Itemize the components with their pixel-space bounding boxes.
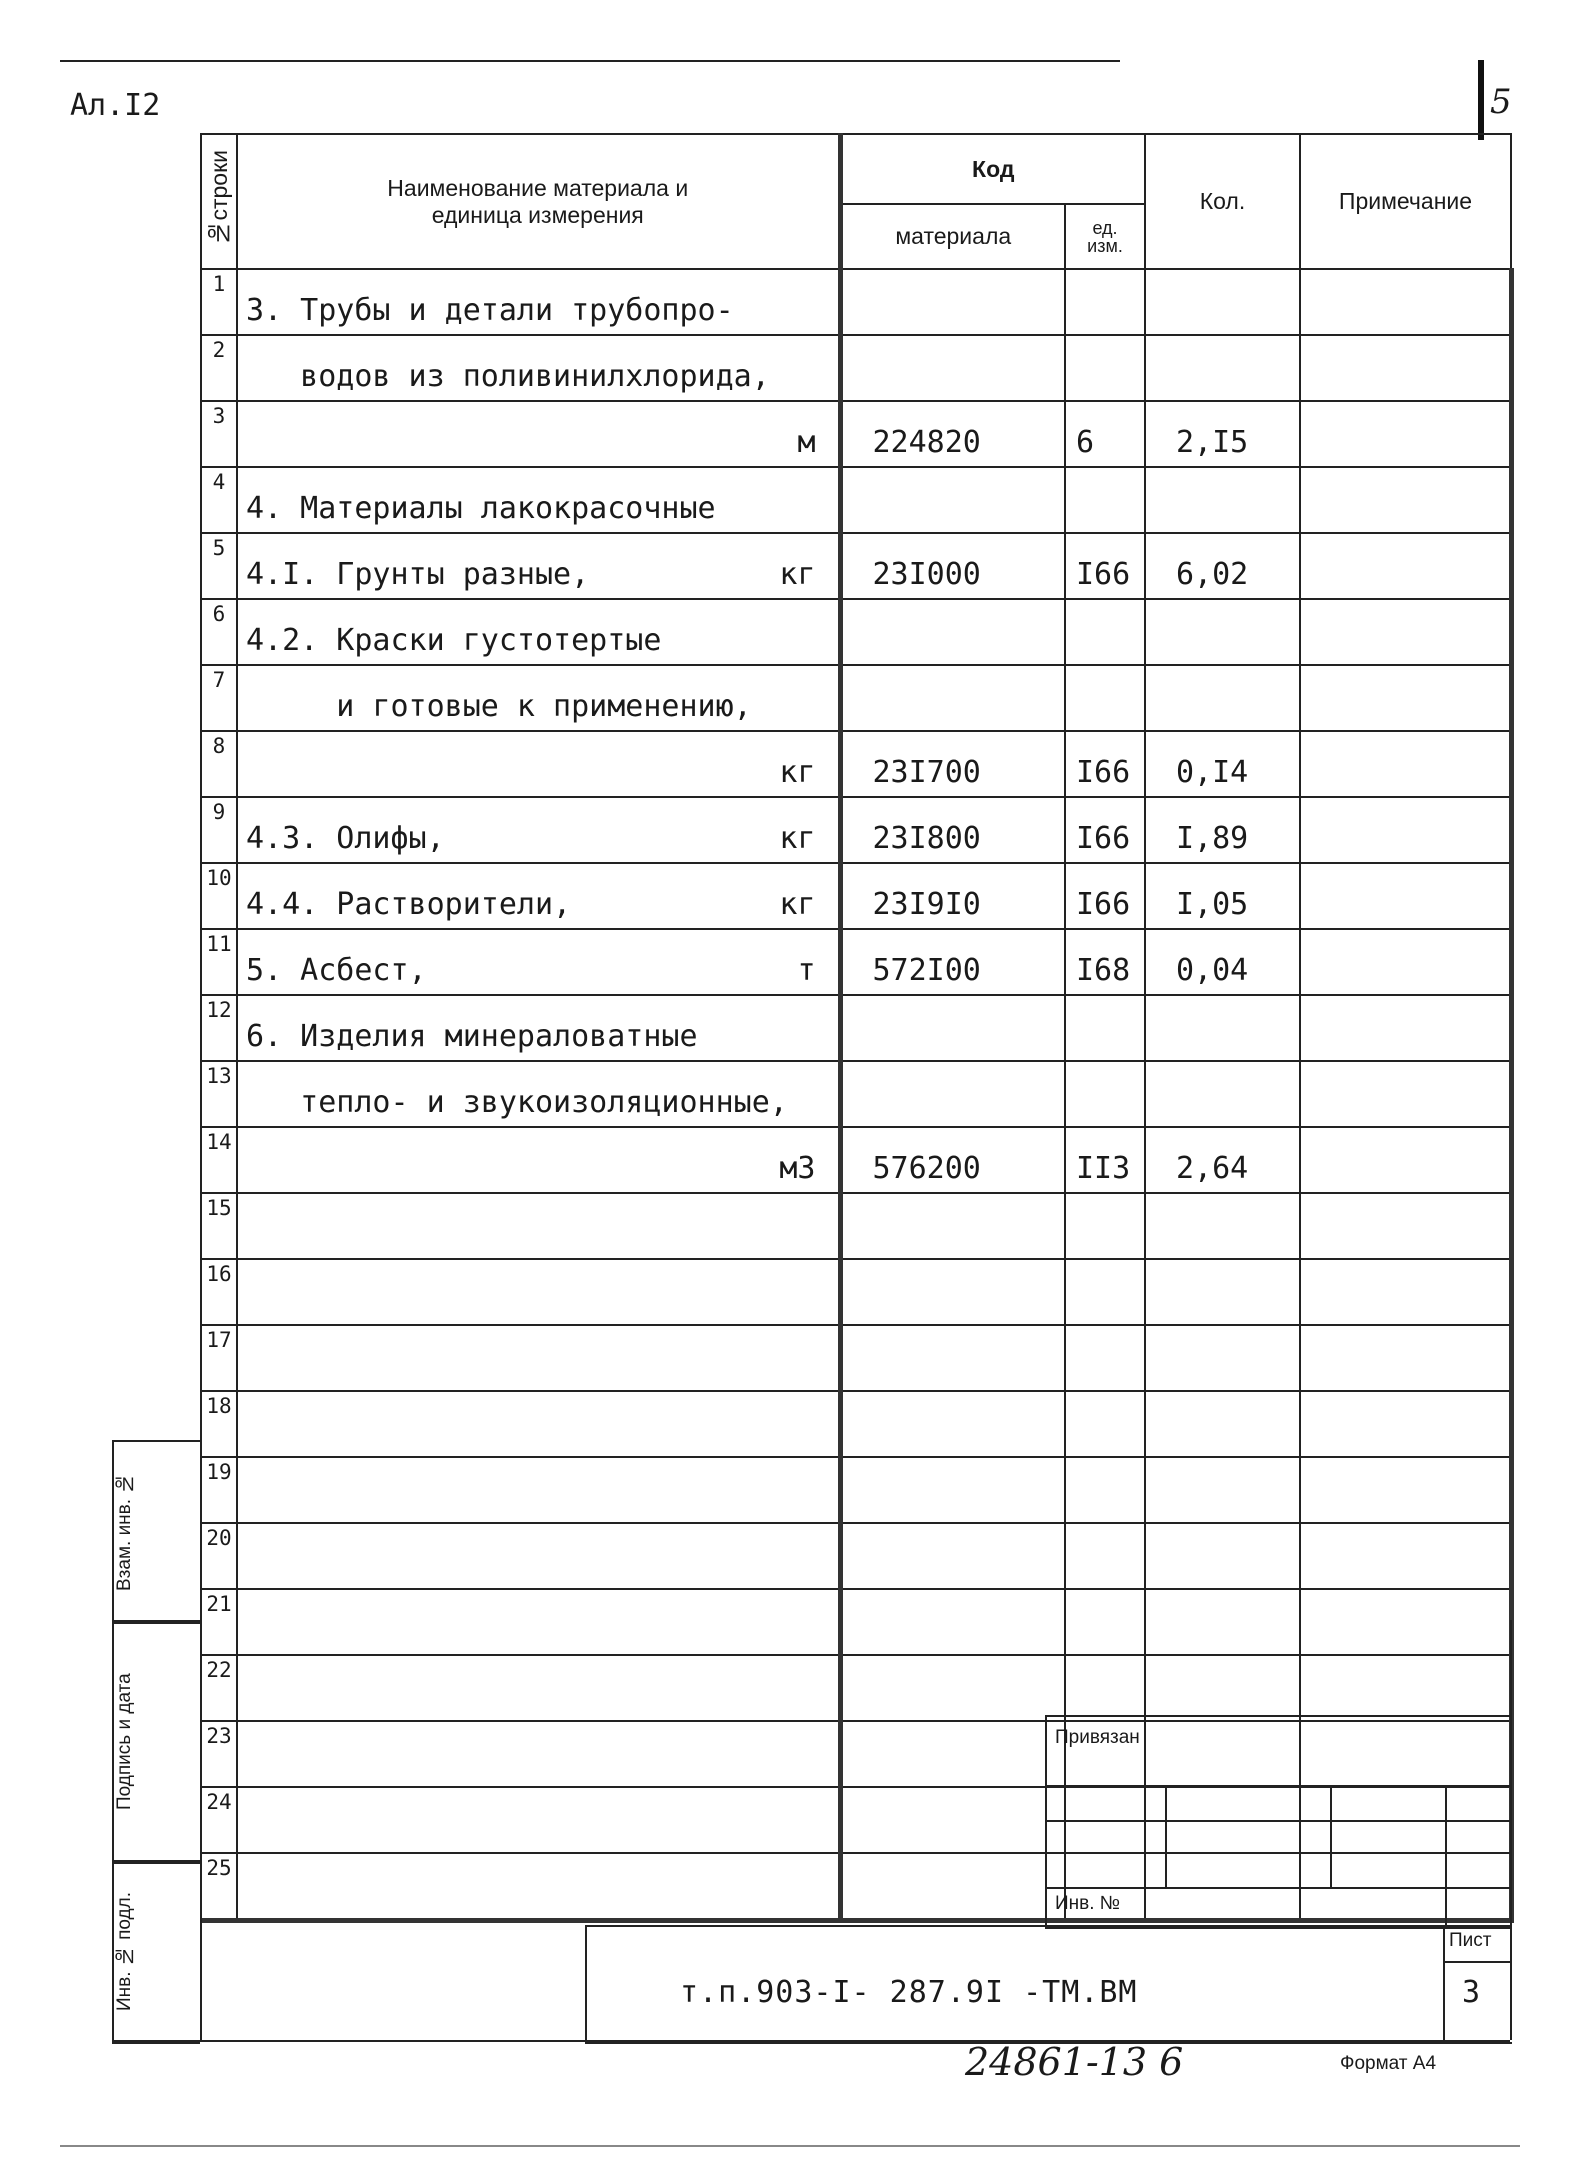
table-row xyxy=(201,797,1511,863)
row-name-text: и готовые к применению, xyxy=(246,689,752,724)
page-bottom-line xyxy=(60,2145,1520,2147)
row-name xyxy=(237,1787,840,1853)
row-number: 5 xyxy=(201,533,237,599)
row-number: 18 xyxy=(201,1391,237,1457)
row-unit-code xyxy=(1065,995,1145,1061)
row-quantity xyxy=(1145,1391,1300,1457)
row-quantity xyxy=(1145,467,1300,533)
row-name xyxy=(237,1589,840,1655)
row-name xyxy=(237,731,840,797)
row-note xyxy=(1300,1523,1511,1589)
materials-table-body xyxy=(201,269,1511,1921)
row-note xyxy=(1300,1325,1511,1391)
row-note xyxy=(1300,1061,1511,1127)
row-number: 17 xyxy=(201,1325,237,1391)
row-number: 4 xyxy=(201,467,237,533)
table-row xyxy=(201,1127,1511,1193)
stamp-podpis xyxy=(112,1620,200,1864)
row-unit-code xyxy=(1065,1325,1145,1391)
label-privyazan: Привязан xyxy=(1055,1727,1140,1748)
row-quantity: 2,64 xyxy=(1145,1127,1300,1193)
row-note xyxy=(1300,1457,1511,1523)
row-name xyxy=(237,929,840,995)
row-material-code xyxy=(840,1325,1065,1391)
row-number: 22 xyxy=(201,1655,237,1721)
label-podpis: Подпись и дата xyxy=(114,1673,135,1811)
table-row xyxy=(201,665,1511,731)
table-row xyxy=(201,1457,1511,1523)
table-row xyxy=(201,731,1511,797)
row-number: 12 xyxy=(201,995,237,1061)
row-quantity xyxy=(1145,1523,1300,1589)
row-quantity: 2,I5 xyxy=(1145,401,1300,467)
table-row xyxy=(201,533,1511,599)
row-number: 15 xyxy=(201,1193,237,1259)
stamp-vzam xyxy=(112,1440,200,1624)
row-material-code xyxy=(840,665,1065,731)
row-name-text: 5. Асбест, xyxy=(246,953,427,988)
table-row xyxy=(201,1523,1511,1589)
row-number: 14 xyxy=(201,1127,237,1193)
row-unit-code xyxy=(1065,1391,1145,1457)
row-name xyxy=(237,1523,840,1589)
row-unit-code xyxy=(1065,269,1145,335)
row-note xyxy=(1300,467,1511,533)
row-material-code xyxy=(840,995,1065,1061)
row-unit-code xyxy=(1065,665,1145,731)
table-row xyxy=(201,1061,1511,1127)
document-code: т.п.903-I- 287.9I -ТМ.ВМ xyxy=(680,1975,1138,2010)
table-row xyxy=(201,269,1511,335)
row-number: 25 xyxy=(201,1853,237,1921)
row-number: 1 xyxy=(201,269,237,335)
row-note xyxy=(1300,731,1511,797)
row-material-code xyxy=(840,467,1065,533)
row-note xyxy=(1300,599,1511,665)
row-number: 20 xyxy=(201,1523,237,1589)
row-name xyxy=(237,1853,840,1921)
row-unit-code: I66 xyxy=(1065,863,1145,929)
table-row xyxy=(201,467,1511,533)
row-note xyxy=(1300,797,1511,863)
table-row xyxy=(201,599,1511,665)
row-quantity xyxy=(1145,599,1300,665)
row-name xyxy=(237,995,840,1061)
table-row xyxy=(201,929,1511,995)
row-material-code: 572I00 xyxy=(840,929,1065,995)
sheet-label: Пист xyxy=(1449,1930,1492,1951)
format-label: Формат А4 xyxy=(1340,2053,1437,2074)
row-material-code xyxy=(840,599,1065,665)
row-unit-text: кг xyxy=(779,887,816,922)
inventory-number: 24861-13 6 xyxy=(965,2040,1184,2084)
page-mark: 5 xyxy=(1490,82,1512,122)
row-material-code xyxy=(840,1523,1065,1589)
row-name xyxy=(237,863,840,929)
label-inv-podl: Инв. № подл. xyxy=(114,1892,135,2012)
row-name xyxy=(237,1193,840,1259)
table-row xyxy=(201,1655,1511,1721)
row-material-code xyxy=(840,1655,1065,1721)
row-note xyxy=(1300,863,1511,929)
row-name xyxy=(237,797,840,863)
label-vzam: Взам. инв. № xyxy=(114,1472,135,1592)
row-number: 3 xyxy=(201,401,237,467)
row-unit-text: кг xyxy=(779,755,816,790)
row-name xyxy=(237,1457,840,1523)
row-note xyxy=(1300,269,1511,335)
row-note xyxy=(1300,1193,1511,1259)
row-name-text: 4.I. Грунты разные, xyxy=(246,557,590,592)
row-quantity xyxy=(1145,1061,1300,1127)
row-name xyxy=(237,533,840,599)
row-unit-code: I66 xyxy=(1065,797,1145,863)
header-material: материала xyxy=(840,204,1065,269)
materials-table xyxy=(200,133,1514,1923)
row-material-code xyxy=(840,269,1065,335)
row-unit-text: м xyxy=(797,425,816,460)
row-name xyxy=(237,665,840,731)
row-note xyxy=(1300,995,1511,1061)
row-material-code xyxy=(840,335,1065,401)
header-qty: Кол. xyxy=(1145,134,1300,269)
row-number: 6 xyxy=(201,599,237,665)
row-note xyxy=(1300,1259,1511,1325)
row-name-text: 4.3. Олифы, xyxy=(246,821,445,856)
row-unit-code: II3 xyxy=(1065,1127,1145,1193)
sheet-number: 3 xyxy=(1462,1975,1481,2010)
row-note xyxy=(1300,1127,1511,1193)
row-name xyxy=(237,1655,840,1721)
sheet-right-border xyxy=(1478,60,1484,140)
row-number: 24 xyxy=(201,1787,237,1853)
row-quantity: 6,02 xyxy=(1145,533,1300,599)
table-row xyxy=(201,1325,1511,1391)
row-material-code xyxy=(840,1721,1065,1787)
row-unit-text: м3 xyxy=(779,1151,816,1186)
row-note xyxy=(1300,533,1511,599)
row-unit-code xyxy=(1065,1523,1145,1589)
table-row xyxy=(201,1391,1511,1457)
row-number: 7 xyxy=(201,665,237,731)
row-unit-code xyxy=(1065,1457,1145,1523)
row-quantity xyxy=(1145,1457,1300,1523)
title-block-small xyxy=(1045,1715,1512,1929)
row-name xyxy=(237,1127,840,1193)
row-quantity xyxy=(1145,1655,1300,1721)
row-quantity xyxy=(1145,665,1300,731)
stamp-inv-podl xyxy=(112,1860,200,2044)
row-quantity xyxy=(1145,995,1300,1061)
row-name-text: тепло- и звукоизоляционные, xyxy=(246,1085,788,1120)
row-name xyxy=(237,269,840,335)
row-unit-code: I66 xyxy=(1065,731,1145,797)
row-quantity: I,05 xyxy=(1145,863,1300,929)
row-material-code xyxy=(840,1259,1065,1325)
row-material-code xyxy=(840,1853,1065,1921)
row-name xyxy=(237,1721,840,1787)
row-material-code xyxy=(840,1457,1065,1523)
row-unit-code: I68 xyxy=(1065,929,1145,995)
sheet-top-border xyxy=(60,60,1120,62)
row-name-text: 4.4. Растворители, xyxy=(246,887,572,922)
row-name-text: 6. Изделия минераловатные xyxy=(246,1019,698,1054)
row-unit-text: т xyxy=(797,953,816,988)
row-number: 23 xyxy=(201,1721,237,1787)
row-quantity xyxy=(1145,1325,1300,1391)
row-material-code: 23I700 xyxy=(840,731,1065,797)
row-material-code xyxy=(840,1391,1065,1457)
row-unit-code: I66 xyxy=(1065,533,1145,599)
row-unit-text: кг xyxy=(779,821,816,856)
row-name-text: 4. Материалы лакокрасочные xyxy=(246,491,716,526)
row-name xyxy=(237,1391,840,1457)
row-number: 13 xyxy=(201,1061,237,1127)
row-name xyxy=(237,335,840,401)
row-note xyxy=(1300,665,1511,731)
row-number: 10 xyxy=(201,863,237,929)
row-name-text: 3. Трубы и детали трубопро- xyxy=(246,293,734,328)
row-material-code xyxy=(840,1787,1065,1853)
table-row xyxy=(201,995,1511,1061)
row-material-code: 23I9I0 xyxy=(840,863,1065,929)
row-name xyxy=(237,401,840,467)
row-number: 21 xyxy=(201,1589,237,1655)
row-note xyxy=(1300,929,1511,995)
row-note xyxy=(1300,1589,1511,1655)
row-material-code xyxy=(840,1061,1065,1127)
row-unit-code xyxy=(1065,1193,1145,1259)
table-row xyxy=(201,1259,1511,1325)
row-name xyxy=(237,599,840,665)
label-inv-no: Инв. № xyxy=(1055,1893,1121,1914)
row-quantity xyxy=(1145,335,1300,401)
row-unit-code xyxy=(1065,1061,1145,1127)
row-number: 8 xyxy=(201,731,237,797)
row-unit-code: 6 xyxy=(1065,401,1145,467)
row-number: 9 xyxy=(201,797,237,863)
row-note xyxy=(1300,335,1511,401)
row-number: 11 xyxy=(201,929,237,995)
row-unit-code xyxy=(1065,1655,1145,1721)
row-quantity xyxy=(1145,1259,1300,1325)
row-number: 2 xyxy=(201,335,237,401)
row-note xyxy=(1300,1655,1511,1721)
row-material-code: 23I000 xyxy=(840,533,1065,599)
row-unit-code xyxy=(1065,599,1145,665)
row-material-code xyxy=(840,1193,1065,1259)
row-quantity xyxy=(1145,1193,1300,1259)
header-code: Код xyxy=(840,134,1145,204)
row-quantity xyxy=(1145,269,1300,335)
row-quantity: I,89 xyxy=(1145,797,1300,863)
header-name: Наименование материала и единица измерения xyxy=(237,134,840,269)
corner-label: Ал.I2 xyxy=(70,88,161,123)
row-unit-text: кг xyxy=(779,557,816,592)
row-number: 16 xyxy=(201,1259,237,1325)
row-note xyxy=(1300,1391,1511,1457)
table-row xyxy=(201,335,1511,401)
header-unit: ед. изм. xyxy=(1065,204,1145,269)
row-unit-code xyxy=(1065,1589,1145,1655)
table-row xyxy=(201,1193,1511,1259)
row-unit-code xyxy=(1065,335,1145,401)
row-name-text: 4.2. Краски густотертые xyxy=(246,623,662,658)
row-quantity: 0,04 xyxy=(1145,929,1300,995)
row-name-text: водов из поливинилхлорида, xyxy=(246,359,770,394)
row-quantity: 0,I4 xyxy=(1145,731,1300,797)
row-name xyxy=(237,467,840,533)
header-note: Примечание xyxy=(1300,134,1511,269)
row-material-code xyxy=(840,1589,1065,1655)
row-quantity xyxy=(1145,1589,1300,1655)
row-number: 19 xyxy=(201,1457,237,1523)
table-row xyxy=(201,1589,1511,1655)
row-material-code: 224820 xyxy=(840,401,1065,467)
row-material-code: 23I800 xyxy=(840,797,1065,863)
row-name xyxy=(237,1325,840,1391)
row-note xyxy=(1300,401,1511,467)
table-row xyxy=(201,401,1511,467)
header-row-number: №строки xyxy=(201,134,237,269)
table-row xyxy=(201,863,1511,929)
row-name xyxy=(237,1259,840,1325)
row-unit-code xyxy=(1065,467,1145,533)
frame-left xyxy=(200,1620,202,2040)
row-name xyxy=(237,1061,840,1127)
row-material-code: 576200 xyxy=(840,1127,1065,1193)
row-unit-code xyxy=(1065,1259,1145,1325)
